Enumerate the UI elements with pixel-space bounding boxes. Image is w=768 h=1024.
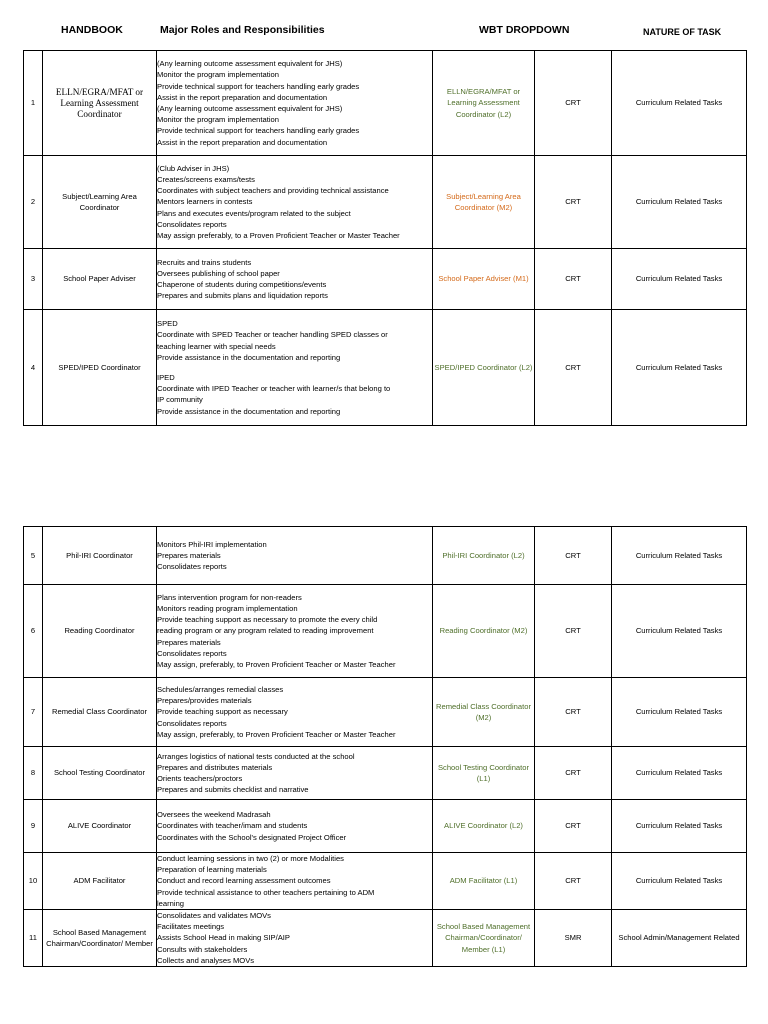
duty-line: Prepares materials — [157, 550, 221, 560]
wbt-dropdown-value: School Testing Coordinator (L1) — [433, 747, 535, 800]
task-category: Curriculum Related Tasks — [612, 678, 747, 747]
duty-line: Arranges logistics of national tests conducted at the school — [157, 751, 355, 761]
nature-code: SMR — [535, 910, 612, 967]
task-category: Curriculum Related Tasks — [612, 51, 747, 156]
duty-line: Facilitates meetings — [157, 922, 225, 932]
duty-line: Conduct learning sessions in two (2) or more Modalities — [157, 854, 344, 863]
handbook-role: School Based Management Chairman/Coordinator/ Member — [43, 910, 157, 967]
duty-line: (Club Adviser in JHS) — [157, 163, 230, 173]
duty-line: Recruits and trains students — [157, 257, 252, 267]
task-category: Curriculum Related Tasks — [612, 800, 747, 853]
row-number: 2 — [24, 156, 43, 249]
nature-code: CRT — [535, 51, 612, 156]
handbook-role: Remedial Class Coordinator — [43, 678, 157, 747]
duty-line: May assign, preferably, to Proven Proficient Teacher or Master Teacher — [157, 660, 396, 669]
handbook-role: School Paper Adviser — [43, 249, 157, 310]
wbt-dropdown-value: Subject/Learning Area Coordinator (M2) — [433, 156, 535, 249]
duties-list — [157, 585, 433, 678]
duty-line: Conduct and record learning assessment outcomes — [157, 876, 331, 886]
duties-list — [157, 527, 433, 585]
task-category: Curriculum Related Tasks — [612, 156, 747, 249]
wbt-dropdown-value: School Based Management Chairman/Coordinator/ Member (L1) — [433, 910, 535, 967]
duty-line: teaching learner with special needs — [157, 341, 276, 351]
handbook-role: SPED/IPED Coordinator — [43, 310, 157, 426]
duty-line: Preparation of learning materials — [157, 865, 267, 875]
table-row — [24, 310, 747, 426]
nature-code: CRT — [535, 249, 612, 310]
nature-code: CRT — [535, 310, 612, 426]
row-number: 1 — [24, 51, 43, 156]
table-row — [24, 678, 747, 747]
table-row — [24, 800, 747, 853]
nature-code: CRT — [535, 527, 612, 585]
task-category: Curriculum Related Tasks — [612, 249, 747, 310]
handbook-role: Reading Coordinator — [43, 585, 157, 678]
duty-line: Consolidates and validates MOVs — [157, 911, 271, 921]
handbook-role: School Testing Coordinator — [43, 747, 157, 800]
task-category: Curriculum Related Tasks — [612, 585, 747, 678]
duty-line: Monitors Phil-IRI implementation — [157, 539, 267, 549]
duty-line: Consolidates reports — [157, 718, 227, 728]
row-number: 10 — [24, 853, 43, 910]
task-category: Curriculum Related Tasks — [612, 853, 747, 910]
duties-list — [157, 747, 433, 800]
handbook-role: ADM Facilitator — [43, 853, 157, 910]
duties-list — [157, 310, 433, 426]
duty-line: Chaperone of students during competitions/events — [157, 280, 327, 289]
duty-line: Coordinate with IPED Teacher or teacher with learner/s that belong to — [157, 384, 391, 394]
wbt-dropdown-value: Reading Coordinator (M2) — [433, 585, 535, 678]
duty-line: Provide technical support for teachers handling early grades — [157, 126, 360, 136]
duty-line: Coordinates with the School's designated Project Officer — [157, 832, 347, 842]
wbt-dropdown-value: School Paper Adviser (M1) — [433, 249, 535, 310]
duties-list — [157, 678, 433, 747]
row-number: 8 — [24, 747, 43, 800]
duty-line: Assist in the report preparation and documentation — [157, 137, 328, 147]
wbt-dropdown-value: SPED/IPED Coordinator (L2) — [433, 310, 535, 426]
duty-line: Collects and analyses MOVs — [157, 955, 255, 965]
handbook-role: Phil-IRI Coordinator — [43, 527, 157, 585]
duties-list — [157, 249, 433, 310]
duty-line: May assign preferably, to a Proven Proficient Teacher or Master Teacher — [157, 231, 400, 240]
duty-line: Provide teaching support as necessary — [157, 707, 288, 717]
nature-code: CRT — [535, 678, 612, 747]
wbt-dropdown-value: Phil-IRI Coordinator (L2) — [433, 527, 535, 585]
duty-line: Monitor the program implementation — [157, 115, 279, 125]
duty-line: Provide assistance in the documentation and reporting — [157, 352, 341, 362]
duty-line: Provide teaching support as necessary to promote the every child — [157, 615, 378, 625]
duty-line: Monitor the program implementation — [157, 70, 279, 80]
table-row — [24, 585, 747, 678]
duty-line: Assist in the report preparation and documentation — [157, 92, 328, 102]
wbt-dropdown-value: ADM Facilitator (L1) — [433, 853, 535, 910]
duty-spacer — [157, 363, 432, 372]
duty-line: Prepares and distributes materials — [157, 762, 273, 772]
duty-line: Monitors reading program implementation — [157, 603, 298, 613]
duty-line: Consolidates reports — [157, 562, 227, 572]
duty-line: reading program or any program related to reading improvement — [157, 626, 374, 636]
duty-line: May assign, preferably, to Proven Proficient Teacher or Master Teacher — [157, 729, 396, 739]
duty-line: Oversees the weekend Madrasah — [157, 810, 271, 820]
handbook-header: HANDBOOK — [61, 24, 123, 36]
duty-line: Prepares and submits plans and liquidation reports — [157, 291, 328, 301]
duty-line: Prepares materials — [157, 637, 221, 647]
row-number: 4 — [24, 310, 43, 426]
duty-line: Orients teachers/proctors — [157, 774, 243, 783]
roles-table-1 — [23, 50, 747, 426]
duties-list — [157, 156, 433, 249]
table-row — [24, 51, 747, 156]
roles-table-2 — [23, 526, 747, 967]
handbook-role: ELLN/EGRA/MFAT or Learning Assessment Coordinator — [43, 51, 157, 156]
handbook-role: Subject/Learning Area Coordinator — [43, 156, 157, 249]
duty-line: Provide technical assistance to other teachers pertaining to ADM — [157, 887, 375, 897]
duty-line: learning — [157, 898, 185, 908]
nature-code: CRT — [535, 156, 612, 249]
task-category: Curriculum Related Tasks — [612, 527, 747, 585]
row-number: 6 — [24, 585, 43, 678]
table-row — [24, 249, 747, 310]
row-number: 7 — [24, 678, 43, 747]
duties-list — [157, 910, 433, 967]
table-row — [24, 910, 747, 967]
roles-header: Major Roles and Responsibilities — [160, 24, 325, 36]
duty-line: Schedules/arranges remedial classes — [157, 684, 284, 694]
duty-line: Assists School Head in making SIP/AIP — [157, 933, 290, 943]
duty-line: Consolidates reports — [157, 648, 227, 658]
duty-line: Prepares and submits checklist and narrative — [157, 785, 309, 795]
duty-line: (Any learning outcome assessment equivalent for JHS) — [157, 59, 343, 69]
task-category: Curriculum Related Tasks — [612, 310, 747, 426]
duty-line: Coordinate with SPED Teacher or teacher handling SPED classes or — [157, 330, 388, 340]
duty-line: Consults with stakeholders — [157, 944, 248, 954]
duty-line: Prepares/provides materials — [157, 696, 252, 706]
wbt-dropdown-value: Remedial Class Coordinator (M2) — [433, 678, 535, 747]
duty-line: Consolidates reports — [157, 219, 227, 229]
duty-line: Provide assistance in the documentation and reporting — [157, 406, 341, 416]
duties-list — [157, 853, 433, 910]
duty-line: Plans intervention program for non-readers — [157, 592, 302, 602]
duty-line: Coordinates with teacher/imam and students — [157, 821, 308, 831]
duty-line: IP community — [157, 395, 203, 405]
nature-code: CRT — [535, 853, 612, 910]
table-row — [24, 747, 747, 800]
table-row — [24, 156, 747, 249]
duties-list — [157, 51, 433, 156]
row-number: 3 — [24, 249, 43, 310]
row-number: 5 — [24, 527, 43, 585]
duty-line: Creates/screens exams/tests — [157, 174, 255, 184]
duty-line: (Any learning outcome assessment equivalent for JHS) — [157, 104, 343, 113]
duties-list — [157, 800, 433, 853]
task-category: School Admin/Management Related — [612, 910, 747, 967]
duty-line: SPED — [157, 319, 178, 329]
table-row — [24, 527, 747, 585]
nature-code: CRT — [535, 747, 612, 800]
duty-line: Coordinates with subject teachers and providing technical assistance — [157, 186, 389, 196]
task-category: Curriculum Related Tasks — [612, 747, 747, 800]
duty-line: Plans and executes events/program related to the subject — [157, 208, 351, 218]
duty-line: Mentors learners in contests — [157, 197, 253, 207]
duty-line: IPED — [157, 373, 175, 382]
duty-line: Oversees publishing of school paper — [157, 268, 280, 278]
handbook-role: ALIVE Coordinator — [43, 800, 157, 853]
nature-code: CRT — [535, 585, 612, 678]
nature-header: NATURE OF TASK — [643, 27, 722, 37]
table-row — [24, 853, 747, 910]
wbt-header: WBT DROPDOWN — [479, 24, 570, 36]
row-number: 9 — [24, 800, 43, 853]
wbt-dropdown-value: ALIVE Coordinator (L2) — [433, 800, 535, 853]
nature-code: CRT — [535, 800, 612, 853]
duty-line: Provide technical support for teachers handling early grades — [157, 81, 360, 91]
row-number: 11 — [24, 910, 43, 967]
wbt-dropdown-value: ELLN/EGRA/MFAT or Learning Assessment Coordinator (L2) — [433, 51, 535, 156]
